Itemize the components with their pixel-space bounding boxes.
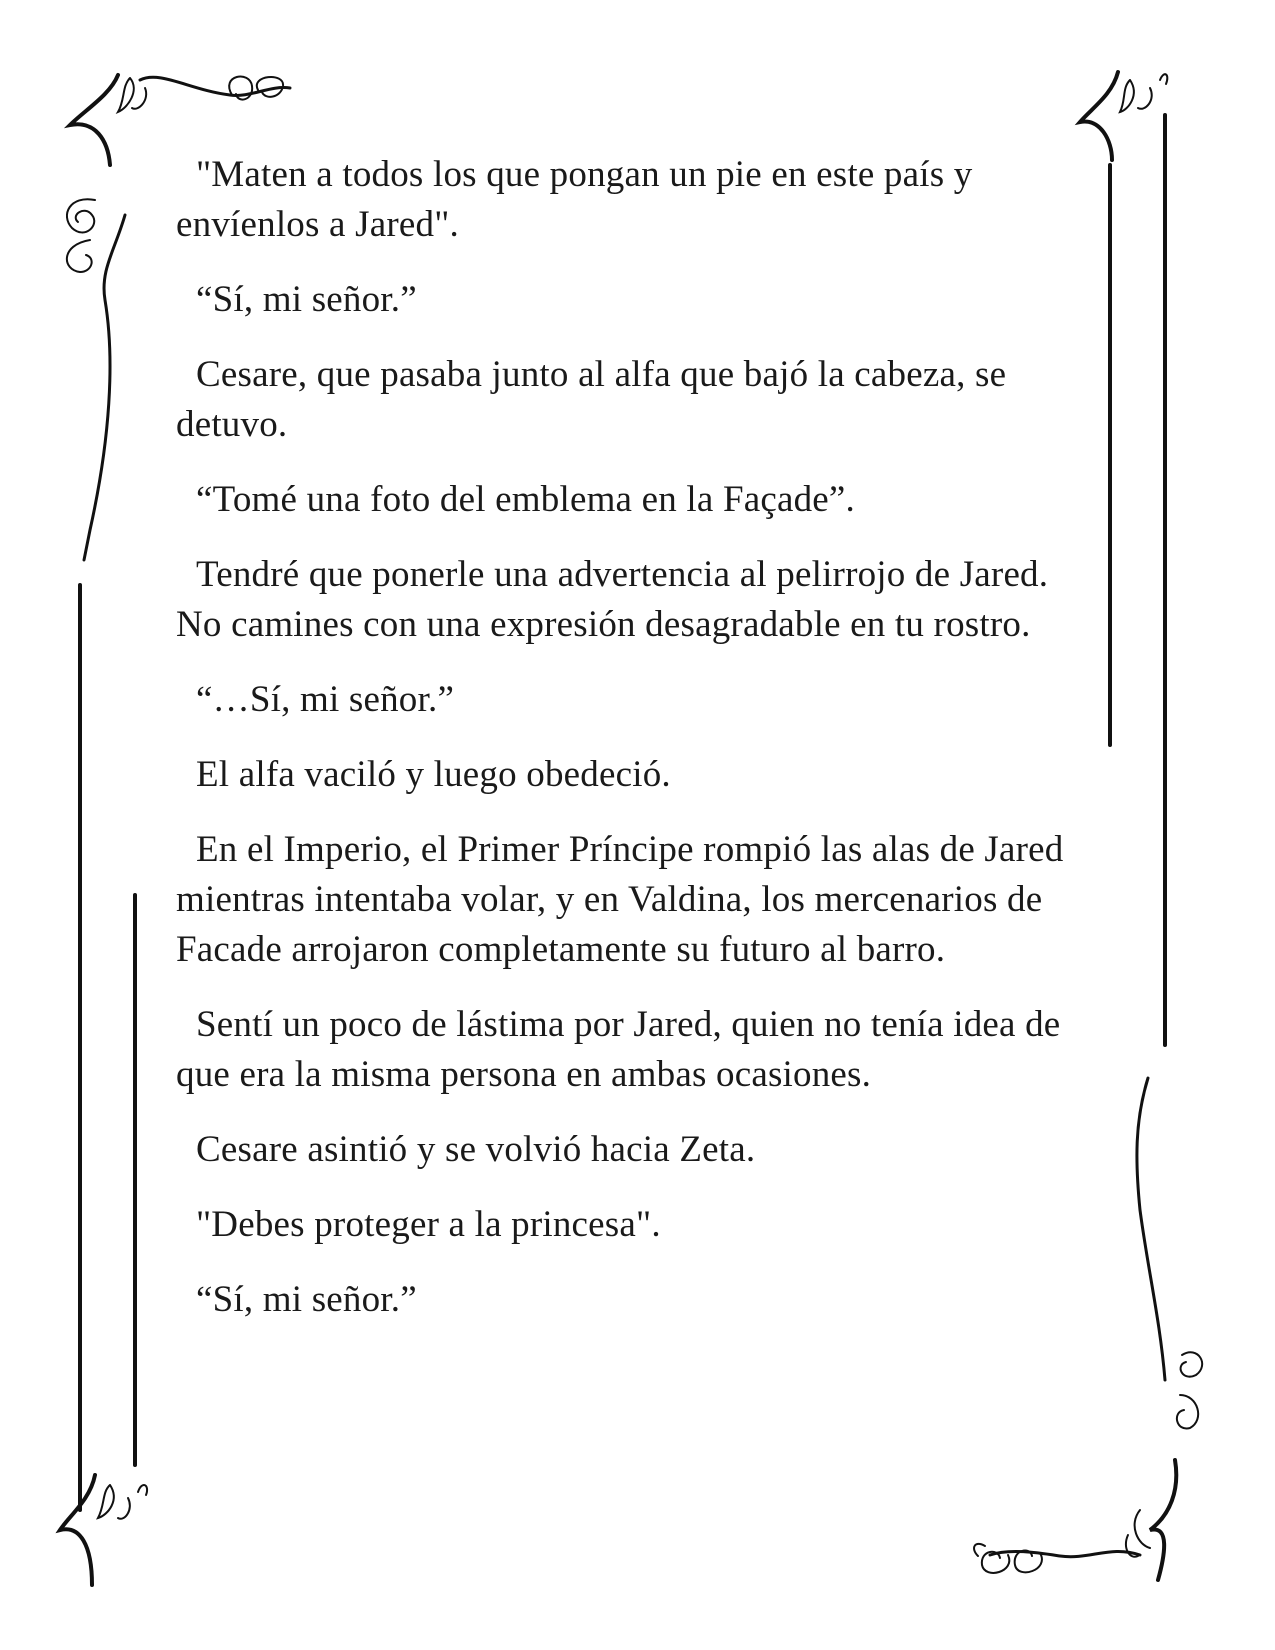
paragraph: Cesare, que pasaba junto al alfa que bajó la cabeza, se detuvo. <box>176 354 1007 445</box>
paragraph: Tendré que ponerle una advertencia al pelirrojo de Jared. No camines con una expresión desagradable en tu rostro. <box>176 554 1049 645</box>
paragraph: "Maten a todos los que pongan un pie en este país y envíenlos a Jared". <box>176 154 973 245</box>
paragraph: Cesare asintió y se volvió hacia Zeta. <box>196 1129 756 1170</box>
paragraph: En el Imperio, el Primer Príncipe rompió las alas de Jared mientras intentaba volar, y en Valdina, los mercenarios de Facade arrojaron completamente su futuro al barro. <box>176 829 1064 970</box>
story-text <box>176 150 1076 1350</box>
paragraph: "Debes proteger a la princesa". <box>196 1204 661 1245</box>
paragraph: Sentí un poco de lástima por Jared, quien no tenía idea de que era la misma persona en ambas ocasiones. <box>176 1004 1061 1095</box>
paragraph: “Tomé una foto del emblema en la Façade”. <box>196 479 855 520</box>
paragraph: El alfa vaciló y luego obedeció. <box>196 754 671 795</box>
paragraph: “…Sí, mi señor.” <box>196 679 455 720</box>
flourish-top-right-icon <box>1080 72 1167 160</box>
paragraph: “Sí, mi señor.” <box>196 279 417 320</box>
flourish-bottom-left-icon <box>60 1475 147 1585</box>
paragraph: “Sí, mi señor.” <box>196 1279 417 1320</box>
